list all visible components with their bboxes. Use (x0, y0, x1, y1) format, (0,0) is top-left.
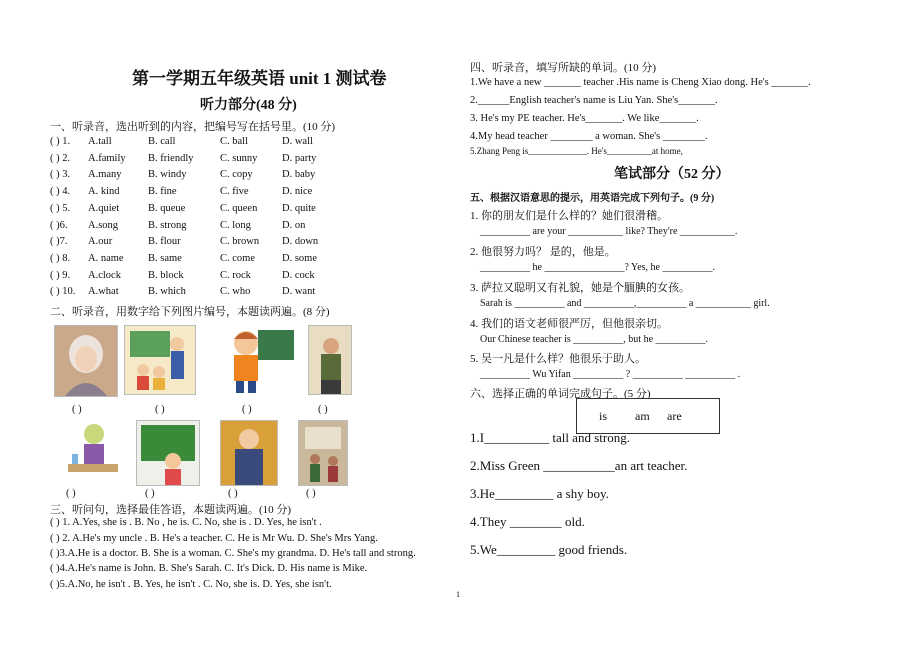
option-b: B. call (148, 136, 176, 147)
option-b: B. windy (148, 169, 187, 181)
item-number: ( ) 8. (50, 252, 71, 264)
section5-item-5-en: __________ Wu Yifan __________ ? __________ __________ . (480, 369, 741, 380)
item-number: ( ) 3. (50, 169, 71, 181)
item-number: ( ) 1. (50, 136, 71, 147)
option-c: C. long (220, 219, 251, 231)
listening-heading: 听力部分(48 分) (200, 98, 297, 113)
option-c: C. five (220, 186, 249, 198)
section1-instruction: 一、听录音，选出听到的内容，把编号写在括号里。(10 分) (50, 121, 336, 133)
picture-grandmother (54, 325, 118, 397)
picture-blank-3[interactable]: ( ) (242, 404, 252, 415)
page-title: 第一学期五年级英语 unit 1 测试卷 (132, 69, 387, 88)
option-b: B. block (148, 269, 184, 281)
option-c: C. who (220, 286, 251, 298)
picture-blank-5[interactable]: ( ) (66, 488, 76, 499)
picture-boy-board (218, 325, 296, 395)
picture-blank-1[interactable]: ( ) (72, 404, 82, 415)
section4-item-2: 2.______English teacher's name is Liu Yan. She's_______. (470, 95, 718, 106)
option-c: C. come (220, 252, 255, 264)
option-d: D. on (282, 219, 306, 231)
section2-instruction: 二、听录音，用数字给下列图片编号，本题读两遍。(8 分) (50, 306, 330, 318)
section6-item-1: 1.I__________ tall and strong. (470, 430, 630, 445)
picture-boy-experiment (62, 420, 124, 484)
section4-instruction: 四、听录音，填写所缺的单词。(10 分) (470, 62, 657, 74)
option-b: B. friendly (148, 152, 194, 164)
option-b: B. flour (148, 236, 181, 248)
section5-item-1-cn: 1. 你的朋友们是什么样的？她们很滑稽。 (470, 210, 668, 222)
option-d: D. baby (282, 169, 316, 181)
option-c: C. queen (220, 202, 258, 214)
picture-blank-8[interactable]: ( ) (306, 488, 316, 499)
section4-item-5: 5.Zhang Peng is_____________. He's__________at home, (470, 146, 683, 156)
picture-blank-6[interactable]: ( ) (145, 488, 155, 499)
item-number: ( ) 4. (50, 186, 71, 198)
option-b: B. queue (148, 202, 186, 214)
section5-item-5-cn: 5. 吴一凡是什么样？他很乐于助人。 (470, 353, 646, 365)
option-b: B. fine (148, 186, 177, 198)
option-c: C. ball (220, 136, 248, 147)
option-a: A. kind (88, 186, 120, 198)
choice-are: are (667, 409, 682, 423)
option-d: D. party (282, 152, 317, 164)
item-number: ( )6. (50, 219, 68, 231)
section5-instruction: 五、根据汉语意思的提示，用英语完成下列句子。(9 分) (470, 193, 715, 204)
section5-item-1-en: __________ are your ___________ like? They're ___________. (480, 226, 738, 237)
section6-instruction: 六、选择正确的单词完成句子。(5 分) (470, 388, 651, 400)
option-b: B. which (148, 286, 186, 298)
option-c: C. brown (220, 236, 260, 248)
option-a: A.what (88, 286, 119, 298)
option-a: A.our (88, 236, 113, 248)
option-a: A.song (88, 219, 119, 231)
picture-blank-4[interactable]: ( ) (318, 404, 328, 415)
picture-blank-2[interactable]: ( ) (155, 404, 165, 415)
option-d: D. down (282, 236, 319, 248)
section6-item-3: 3.He_________ a shy boy. (470, 486, 609, 501)
option-c: C. copy (220, 169, 253, 181)
option-a: A.many (88, 169, 122, 181)
written-heading: 笔试部分（52 分） (614, 167, 730, 182)
option-a: A. name (88, 252, 124, 264)
option-a: A.quiet (88, 202, 120, 214)
item-number: ( ) 2. (50, 152, 71, 164)
item-number: ( ) 9. (50, 269, 71, 281)
section4-item-4: 4.My head teacher ________ a woman. She's ________. (470, 131, 708, 142)
item-number: ( )7. (50, 236, 68, 248)
section6-item-2: 2.Miss Green ___________an art teacher. (470, 458, 688, 473)
picture-boy-chalkboard (136, 420, 200, 486)
section4-item-3: 3. He's my PE teacher. He's_______. We like_______. (470, 113, 699, 124)
item-number: ( ) 10. (50, 286, 76, 298)
option-a: A.tall (88, 136, 112, 147)
option-d: D. want (282, 286, 316, 298)
section5-item-3-en: Sarah is __________ and __________,__________ a ___________ girl. (480, 298, 770, 309)
choice-is: is (599, 409, 608, 423)
option-a: A.family (88, 152, 126, 164)
section6-item-5: 5.We_________ good friends. (470, 542, 628, 557)
option-d: D. nice (282, 186, 313, 198)
option-d: D. wall (282, 136, 313, 147)
option-d: D. quite (282, 202, 316, 214)
option-b: B. same (148, 252, 182, 264)
section3-item-1: ( ) 1. A.Yes, she is . B. No , he is. C. No, she is . D. Yes, he isn't . (50, 517, 322, 528)
choice-am: am (635, 409, 650, 423)
section3-item-4: ( )4.A.He's name is John. B. She's Sarah. C. It's Dick. D. His name is Mike. (50, 563, 368, 574)
section5-item-2-en: __________ he ________________? Yes, he __________. (480, 262, 715, 273)
picture-classroom-photo (298, 420, 348, 486)
word-choice-box (576, 398, 720, 434)
section5-item-4-en: Our Chinese teacher is __________, but he __________. (480, 334, 709, 345)
section4-item-1: 1.We have a new _______ teacher .His name is Cheng Xiao dong. He's _______. (470, 77, 811, 88)
option-b: B. strong (148, 219, 187, 231)
option-a: A.clock (88, 269, 121, 281)
picture-blank-7[interactable]: ( ) (228, 488, 238, 499)
section3-item-3: ( )3.A.He is a doctor. B. She is a woman. C. She's my grandma. D. He's tall and strong. (50, 548, 416, 559)
picture-man-photo (308, 325, 352, 395)
section5-item-4-cn: 4. 我们的语文老师很严厉，但他很亲切。 (470, 318, 668, 330)
option-d: D. cock (282, 269, 315, 281)
picture-teacher-class (124, 325, 196, 395)
section3-item-2: ( ) 2. A.He's my uncle . B. He's a teacher. C. He is Mr Wu. D. She's Mrs Yang. (50, 533, 378, 544)
section3-instruction: 三、听问句，选择最佳答语，本题读两遍。(10 分) (50, 504, 292, 516)
section3-item-5: ( )5.A.No, he isn't . B. Yes, he isn't . C. No, she is. D. Yes, she isn't. (50, 579, 332, 590)
section5-item-2-cn: 2. 他很努力吗？ 是的，他是。 (470, 246, 616, 258)
section5-item-3-cn: 3. 萨拉又聪明又有礼貌，她是个腼腆的女孩。 (470, 282, 690, 294)
option-c: C. rock (220, 269, 251, 281)
item-number: ( ) 5. (50, 202, 71, 214)
option-d: D. some (282, 252, 317, 264)
section6-item-4: 4.They ________ old. (470, 514, 585, 529)
option-c: C. sunny (220, 152, 258, 164)
picture-man-glasses (220, 420, 278, 486)
page-number: 1 (456, 590, 460, 599)
